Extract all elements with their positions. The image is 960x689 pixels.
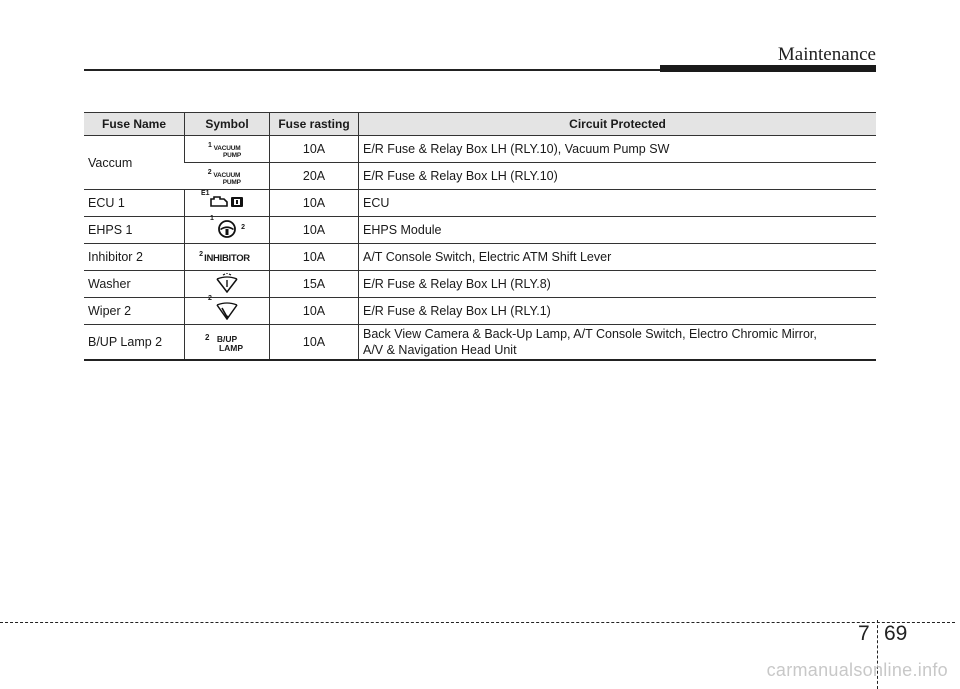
fuse-rating-cell: 10A — [270, 217, 359, 244]
circuit-cell: E/R Fuse & Relay Box LH (RLY.8) — [359, 271, 877, 298]
table-row — [84, 271, 876, 298]
fuse-table — [84, 112, 876, 361]
header-rule-bar — [660, 65, 876, 72]
symbol-cell — [185, 214, 270, 244]
vacuum-pump-icon: 1 VACUUM PUMP — [208, 142, 241, 159]
circuit-cell: E/R Fuse & Relay Box LH (RLY.10) — [359, 163, 877, 190]
table-row — [84, 163, 876, 190]
fuse-name-cell: ECU 1 — [84, 190, 185, 217]
fuse-name-cell: Wiper 2 — [84, 298, 185, 325]
table-row — [84, 244, 876, 271]
symbol-cell — [185, 136, 270, 163]
circuit-cell: EHPS Module — [359, 217, 877, 244]
wiper-icon: 2 — [214, 300, 240, 320]
table-row — [84, 325, 876, 361]
symbol-cell — [185, 325, 270, 361]
fuse-name-cell: B/UP Lamp 2 — [84, 325, 185, 361]
circuit-cell: E/R Fuse & Relay Box LH (RLY.1) — [359, 298, 877, 325]
fuse-rating-cell: 10A — [270, 325, 359, 361]
fuse-rating-cell: 10A — [270, 244, 359, 271]
backup-lamp-icon: 2 B/UP LAMP — [204, 333, 244, 353]
column-header-circuit-protected: Circuit Protected — [359, 113, 877, 136]
fuse-rating-cell: 10A — [270, 190, 359, 217]
circuit-cell: Back View Camera & Back-Up Lamp, A/T Console Switch, Electro Chromic Mirror, A/V & Navigation Head Unit — [359, 325, 877, 361]
circuit-cell: A/T Console Switch, Electric ATM Shift Lever — [359, 244, 877, 271]
symbol-cell — [185, 163, 270, 190]
inhibitor-icon: 2 INHIBITOR — [199, 251, 250, 264]
chapter-number: 7 — [858, 622, 870, 645]
table-row — [84, 190, 876, 217]
section-title: Maintenance — [777, 44, 876, 65]
symbol-cell — [185, 294, 270, 325]
fuse-name-cell: Washer — [84, 271, 185, 298]
symbol-cell — [185, 244, 270, 271]
table-row — [84, 298, 876, 325]
table-row — [84, 136, 876, 163]
page-number: 69 — [884, 622, 908, 645]
symbol-cell — [185, 271, 270, 298]
fuse-name-cell: Vaccum — [84, 136, 185, 190]
circuit-cell: E/R Fuse & Relay Box LH (RLY.10), Vacuum Pump SW — [359, 136, 877, 163]
fuse-rating-cell: 10A — [270, 136, 359, 163]
footer-rule — [0, 622, 955, 623]
column-header-symbol: Symbol — [185, 113, 270, 136]
fuse-rating-cell: 15A — [270, 271, 359, 298]
ecu-engine-icon: E1 — [209, 194, 245, 210]
symbol-cell — [185, 190, 270, 217]
watermark: carmanualsonline.info — [766, 660, 948, 680]
fuse-rating-cell: 10A — [270, 298, 359, 325]
vacuum-pump-icon: 2 VACUUM PUMP — [207, 169, 241, 186]
header-rule — [84, 69, 660, 71]
table-header-row — [84, 113, 876, 136]
steering-wheel-icon: 1 2 — [217, 219, 237, 239]
circuit-cell: ECU — [359, 190, 877, 217]
column-header-fuse-name: Fuse Name — [84, 113, 185, 136]
fuse-name-cell: Inhibitor 2 — [84, 244, 185, 271]
washer-icon — [214, 273, 240, 293]
column-header-fuse-rating: Fuse rasting — [270, 113, 359, 136]
table-row — [84, 217, 876, 244]
fuse-rating-cell: 20A — [270, 163, 359, 190]
fuse-name-cell: EHPS 1 — [84, 217, 185, 244]
